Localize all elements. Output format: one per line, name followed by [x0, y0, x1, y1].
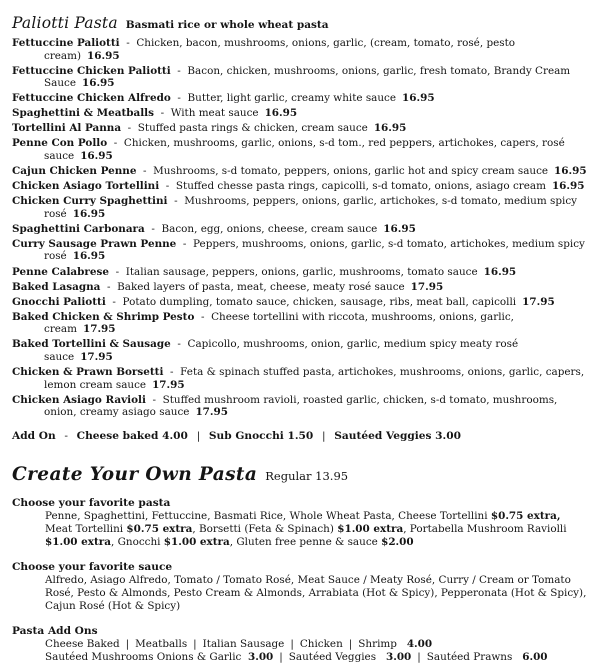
create-header: [12, 464, 588, 485]
menu-item-price: 16.95: [72, 207, 106, 220]
menu-item-name: Tortellini Al Panna: [12, 122, 122, 135]
menu-item-description: Chicken, mushrooms, garlic, onions, s-d tom., red peppers, artichokes, capers, rosé sauce: [44, 137, 565, 162]
menu-item-price: 16.95: [81, 77, 115, 90]
menu-item-price: 17.95: [195, 406, 228, 419]
menu-item-name: Fettuccine Paliotti: [12, 37, 120, 49]
separator: |: [196, 429, 201, 442]
pasta-add-ons-section: [12, 625, 588, 664]
menu-item: Penne Calabrese - Italian sausage, peppers, onions, garlic, mushrooms, tomato sauce 16.95: [12, 265, 517, 278]
menu-item: Chicken Asiago Tortellini - Stuffed chesse pasta rings, capicolli, s-d tomato, onions, asiago cream 16.95: [12, 180, 585, 193]
menu-item-price: 16.95: [87, 49, 120, 62]
menu-item-price: 16.95: [402, 92, 435, 105]
menu-item-price: 16.95: [80, 149, 113, 162]
menu-item-description: Italian sausage, peppers, onions, garlic, mushrooms, tomato sauce: [125, 265, 478, 278]
menu-item: Gnocchi Paliotti - Potato dumpling, tomato sauce, chicken, sausage, ribs, meat ball, capicolli 17.95: [12, 295, 555, 308]
choose-pasta-body: Penne, Spaghettini, Fettuccine, Basmati Rice, Whole Wheat Pasta, Cheese Tortellini $0.75 extra, Meat Tortellini $0.75 extra, Borsetti (Feta & Spinach) $1.00 extra, Portabella Mushroom Raviolli $1.00 extra, Gnocchi $1.00 extra, Gluten free penne & sauce $2.00: [45, 509, 567, 548]
add-on-line: [12, 430, 588, 442]
menu-item: Chicken & Prawn Borsetti - Feta & spinach stuffed pasta, artichokes, mushrooms, onions, garlic, capers, lemon cream sauce 17.95: [12, 366, 585, 391]
menu-item-price: 16.95: [373, 122, 407, 135]
menu-item-description: Stuffed pasta rings & chicken, cream sauce: [137, 122, 368, 135]
menu-item-name: Spaghettini Carbonara: [12, 222, 145, 235]
menu-item-name: Chicken Asiago Ravioli: [12, 393, 146, 406]
menu-item-name: Curry Sausage Prawn Penne: [12, 237, 177, 250]
menu-item: Chicken Asiago Ravioli - Stuffed mushroom ravioli, roasted garlic, chicken, s-d tomato, mushrooms, onion, creamy asiago sauce 17.95: [12, 393, 558, 419]
menu-item-price: 16.95: [72, 250, 106, 263]
paliotti-title: Paliotti Pasta: [12, 14, 118, 32]
choose-sauce-title: Choose your favorite sauce: [12, 560, 173, 573]
menu-item-price: 16.95: [551, 180, 585, 193]
choose-sauce-body: Alfredo, Asiago Alfredo, Tomato / Tomato Rosé, Meat Sauce / Meaty Rosé, Curry / Cream or Tomato Rosé, Pesto & Almonds, Pesto Cream & Almonds, Arrabiata (Hot & Spicy), Pepperonata (Hot & Spicy), Cajun Rosé (Hot & Spicy): [45, 573, 587, 612]
menu-item-name: Cajun Chicken Penne: [12, 165, 137, 178]
choose-sauce-section: [12, 561, 588, 613]
menu-item: Spaghettini Carbonara - Bacon, egg, onions, cheese, cream sauce 16.95: [12, 222, 416, 235]
menu-item-description: Cheese tortellini with riccota, mushrooms, onions, garlic, cream: [44, 310, 514, 336]
pasta-add-ons-title: Pasta Add Ons: [12, 624, 98, 637]
pasta-add-ons-line-1: Cheese Baked | Meatballs | Italian Sausage | Chicken | Shrimp 4.00: [45, 637, 433, 650]
menu-item-price: 16.95: [483, 265, 517, 278]
menu-item-name: Chicken & Prawn Borsetti: [12, 366, 164, 378]
menu-item: Fettuccine Paliotti - Chicken, bacon, mushrooms, onions, garlic, (cream, tomato, rosé, pesto cream) 16.95: [12, 37, 516, 62]
menu-item: Baked Chicken & Shrimp Pesto - Cheese tortellini with riccota, mushrooms, onions, garlic, cream 17.95: [12, 310, 514, 336]
add-on-veggies: Sautéed Veggies 3.00: [334, 429, 461, 442]
separator: |: [322, 429, 326, 442]
paliotti-subtitle: Basmati rice or whole wheat pasta: [125, 19, 329, 31]
menu-item: Baked Tortellini & Sausage - Capicollo, mushrooms, onion, garlic, medium spicy meaty rosé sauce 17.95: [12, 338, 519, 363]
add-on-label: Add On: [12, 429, 56, 442]
menu-item: Penne Con Pollo - Chicken, mushrooms, garlic, onions, s-d tom., red peppers, artichokes, capers, rosé sauce 16.95: [12, 137, 565, 162]
menu-item: Cajun Chicken Penne - Mushrooms, s-d tomato, peppers, onions, garlic hot and spicy cream sauce 16.95: [12, 165, 587, 178]
menu-item-price: 16.95: [264, 107, 298, 120]
choose-pasta-section: [12, 497, 588, 549]
menu-item-description: Mushrooms, peppers, onions, garlic, artichokes, s-d tomato, medium spicy rosé: [44, 195, 578, 220]
menu-item-name: Baked Tortellini & Sausage: [12, 338, 171, 351]
menu-item-name: Fettuccine Chicken Alfredo: [12, 92, 171, 105]
menu-item-name: Baked Lasagna: [12, 280, 101, 293]
menu-item-name: Spaghettini & Meatballs: [12, 107, 154, 120]
menu-item-description: With meat sauce: [170, 107, 259, 120]
menu-item: Chicken Curry Spaghettini - Mushrooms, peppers, onions, garlic, artichokes, s-d tomato, medium spicy rosé 16.95: [12, 195, 578, 220]
menu-item-description: Peppers, mushrooms, onions, garlic, s-d tomato, artichokes, medium spicy rosé: [44, 237, 585, 263]
menu-item-description: Feta & spinach stuffed pasta, artichokes, mushrooms, onions, garlic, capers, lemon cream sauce: [44, 366, 585, 391]
menu-item-description: Bacon, chicken, mushrooms, onions, garlic, fresh tomato, Brandy Cream Sauce: [44, 64, 571, 90]
pasta-menu-list: [12, 37, 588, 419]
menu-item-price: 17.95: [152, 378, 185, 391]
menu-item: Baked Lasagna - Baked layers of pasta, meat, cheese, meaty rosé sauce 17.95: [12, 280, 444, 293]
menu-item-name: Chicken Curry Spaghettini: [12, 195, 168, 208]
menu-item-description: Stuffed mushroom ravioli, roasted garlic, chicken, s-d tomato, mushrooms, onion, creamy asiago sauce: [44, 393, 558, 419]
separator: -: [64, 429, 68, 442]
menu-item-price: 16.95: [383, 222, 416, 235]
create-subtitle: Regular 13.95: [265, 468, 349, 483]
menu-item-name: Gnocchi Paliotti: [12, 295, 106, 308]
menu-item-price: 17.95: [410, 280, 444, 293]
add-on-cheese: Cheese baked 4.00: [76, 429, 188, 442]
menu-item-price: 16.95: [554, 165, 587, 178]
paliotti-header: [12, 14, 588, 32]
menu-item-name: Penne Calabrese: [12, 265, 109, 278]
pasta-add-ons-line-2: Sautéed Mushrooms Onions & Garlic 3.00 | Sautéed Veggies 3.00 | Sautéed Prawns 6.00: [45, 650, 548, 663]
menu-item: Spaghettini & Meatballs - With meat sauce 16.95: [12, 107, 298, 120]
menu-item-description: Potato dumpling, tomato sauce, chicken, sausage, ribs, meat ball, capicolli: [122, 295, 517, 308]
create-title: Create Your Own Pasta: [12, 463, 258, 485]
menu-item: Curry Sausage Prawn Penne - Peppers, mushrooms, onions, garlic, s-d tomato, artichokes, medium spicy rosé 16.95: [12, 237, 585, 263]
add-on-gnocchi: Sub Gnocchi 1.50: [208, 429, 314, 442]
menu-item-name: Chicken Asiago Tortellini: [12, 180, 160, 193]
menu-item-description: Mushrooms, s-d tomato, peppers, onions, garlic hot and spicy cream sauce: [153, 165, 549, 178]
menu-item-name: Baked Chicken & Shrimp Pesto: [12, 310, 195, 323]
menu-item-description: Butter, light garlic, creamy white sauce: [187, 92, 397, 105]
menu-item-description: Chicken, bacon, mushrooms, onions, garlic, (cream, tomato, rosé, pesto cream): [44, 37, 516, 62]
menu-item-description: Capicollo, mushrooms, onion, garlic, medium spicy meaty rosé sauce: [44, 338, 519, 363]
menu-item-price: 17.95: [522, 295, 555, 308]
menu-item: Tortellini Al Panna - Stuffed pasta rings & chicken, cream sauce 16.95: [12, 122, 407, 135]
menu-item: Fettuccine Chicken Alfredo - Butter, light garlic, creamy white sauce 16.95: [12, 92, 435, 105]
menu-item-description: Stuffed chesse pasta rings, capicolli, s-d tomato, onions, asiago cream: [175, 180, 546, 193]
menu-item-name: Fettuccine Chicken Paliotti: [12, 64, 171, 77]
menu-item-price: 17.95: [80, 350, 113, 363]
menu-item: Fettuccine Chicken Paliotti - Bacon, chicken, mushrooms, onions, garlic, fresh tomato, Brandy Cream Sauce 16.95: [12, 64, 571, 90]
menu-page: [12, 14, 588, 664]
menu-item-price: 17.95: [82, 323, 116, 336]
menu-item-name: Penne Con Pollo: [12, 137, 108, 150]
menu-item-description: Baked layers of pasta, meat, cheese, meaty rosé sauce: [117, 280, 405, 293]
menu-item-description: Bacon, egg, onions, cheese, cream sauce: [161, 222, 378, 235]
choose-pasta-title: Choose your favorite pasta: [12, 496, 171, 509]
